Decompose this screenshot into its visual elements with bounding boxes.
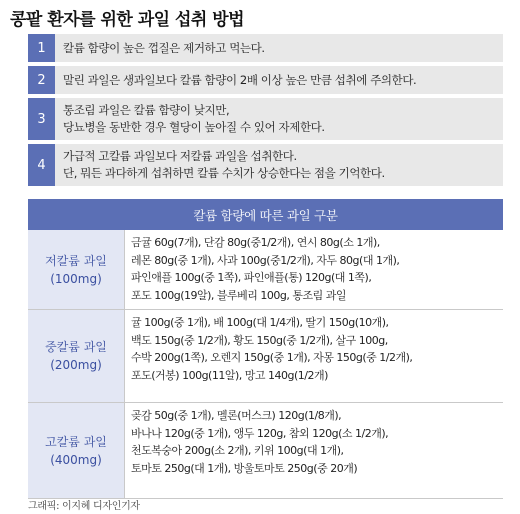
tip-item — [28, 34, 503, 62]
item-line: 토마토 250g(대 1개), 방울토마토 250g(중 20개) — [131, 461, 358, 475]
category-cell — [28, 310, 125, 402]
category-label: 고칼륨 과일 — [45, 434, 107, 449]
tips-list — [28, 34, 503, 190]
item-line: 금귤 60g(7개), 단감 80g(중1/2개), 연시 80g(소 1개), — [131, 236, 380, 249]
items-cell — [125, 230, 503, 309]
table-header: 칼륨 함량에 따른 과일 구분 — [28, 199, 503, 230]
tip-text — [55, 66, 503, 94]
tip-text — [55, 98, 503, 140]
category-range: (200mg) — [50, 358, 102, 372]
graphic-credit: 그래픽: 이지혜 디자인기자 — [28, 501, 140, 512]
item-line: 수박 200g(1쪽), 오렌지 150g(중 1개), 자몽 150g(중 1/2개), — [131, 351, 413, 364]
item-line: 파인애플 100g(중 1쪽), 파인애플(통) 120g(대 1쪽), — [131, 271, 372, 284]
tip-item — [28, 98, 503, 140]
item-line: 천도복숭아 200g(소 2개), 키위 100g(대 1개), — [131, 444, 344, 457]
item-line: 백도 150g(중 1/2개), 황도 150g(중 1/2개), 살구 100g, — [131, 333, 388, 347]
table-row — [28, 230, 503, 310]
tip-line: 당뇨병을 동반한 경우 혈당이 높아질 수 있어 자제한다. — [63, 120, 325, 134]
item-line: 귤 100g(중 1개), 배 100g(대 1/4개), 딸기 150g(10개), — [131, 316, 389, 329]
items-cell — [125, 403, 503, 498]
page-title: 콩팥 환자를 위한 과일 섭취 방법 — [10, 10, 245, 30]
category-range: (100mg) — [50, 271, 102, 286]
category-label: 중칼륨 과일 — [45, 340, 107, 354]
tip-number: 1 — [28, 34, 55, 62]
table-row — [28, 403, 503, 499]
tip-number: 3 — [28, 98, 55, 140]
category-cell — [28, 403, 125, 498]
tip-number: 2 — [28, 66, 55, 94]
item-line: 포도(거봉) 100g(11알), 망고 140g(1/2개) — [131, 368, 328, 382]
item-line: 바나나 120g(중 1개), 앵두 120g, 참외 120g(소 1/2개), — [131, 426, 389, 440]
tip-line: 통조림 과일은 칼륨 함량이 낮지만, — [63, 103, 230, 117]
tip-text — [55, 144, 503, 186]
category-label: 저칼륨 과일 — [45, 253, 107, 268]
category-cell — [28, 230, 125, 309]
items-cell — [125, 310, 503, 402]
potassium-table — [28, 199, 503, 499]
item-line: 곶감 50g(중 1개), 멜론(머스크) 120g(1/8개), — [131, 409, 342, 422]
item-line: 레몬 80g(중 1개), 사과 100g(중1/2개), 자두 80g(대 1개), — [131, 253, 400, 267]
tip-line: 단, 뭐든 과다하게 섭취하면 칼륨 수치가 상승한다는 점을 기억한다. — [63, 166, 385, 180]
tip-item — [28, 66, 503, 94]
tip-text — [55, 34, 503, 62]
item-line: 포도 100g(19알), 블루베리 100g, 통조림 과일 — [131, 288, 347, 302]
tip-line: 말린 과일은 생과일보다 칼륨 함량이 2배 이상 높은 만큼 섭취에 주의한다. — [63, 72, 417, 87]
tip-item — [28, 144, 503, 186]
table-row — [28, 310, 503, 403]
tip-line: 칼륨 함량이 높은 껍질은 제거하고 먹는다. — [63, 40, 265, 55]
tip-number: 4 — [28, 144, 55, 186]
category-range: (400mg) — [50, 452, 102, 467]
tip-line: 가급적 고칼륨 과일보다 저칼륨 과일을 섭취한다. — [63, 149, 297, 163]
